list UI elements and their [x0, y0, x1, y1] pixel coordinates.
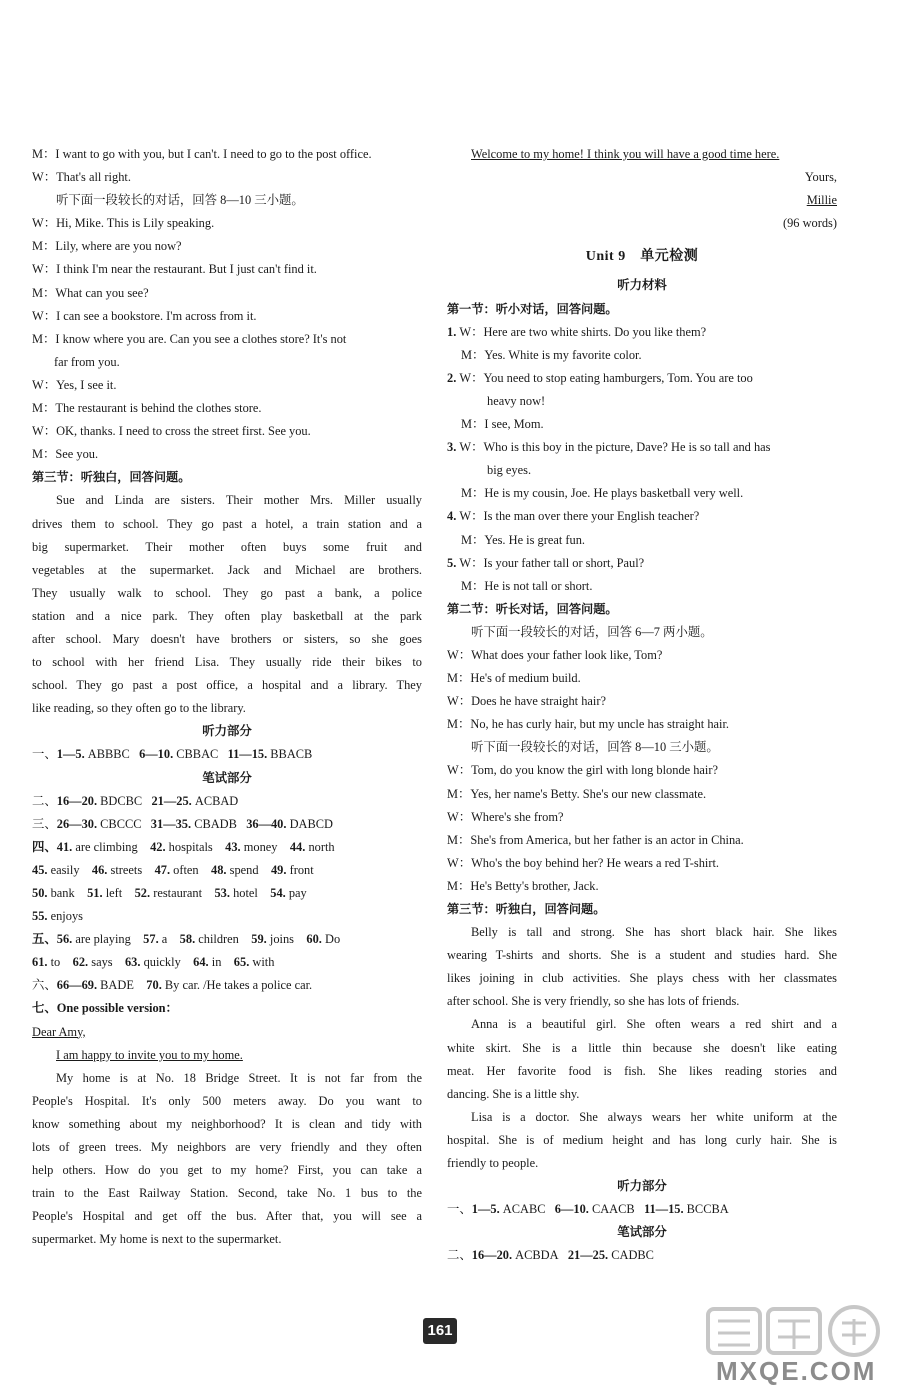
answer-num: 58.	[179, 932, 196, 947]
text-line: likes joining in club activities. She plays chess with her classmates	[447, 971, 837, 986]
dialogue-line: M：He's Betty's brother, Jack.	[447, 878, 599, 893]
answer-word: bank	[50, 886, 75, 900]
answer-num: 65.	[233, 955, 250, 970]
answer-num: 42.	[150, 839, 166, 854]
text-line: station and a nice park. They often play basketball at the park	[32, 608, 422, 623]
letter-paragraph	[32, 1067, 422, 1252]
answer-word: Do	[325, 932, 341, 947]
answer-value: DABCD	[289, 816, 333, 831]
answer-num: 57.	[143, 932, 159, 947]
answer-num: 47.	[154, 862, 171, 877]
answer-value: CBADB	[194, 816, 237, 831]
answer-num: 44.	[289, 839, 306, 854]
answer-word: money	[243, 839, 278, 854]
dialogue-text: W：Is the man over there your English teacher?	[459, 509, 700, 524]
dialogue-line	[32, 328, 422, 351]
answer-line	[32, 951, 422, 974]
answer-range: 6—10.	[139, 747, 174, 762]
answer-word: streets	[110, 862, 143, 877]
text-line: like reading, so they often go to the library.	[32, 701, 246, 716]
answer-value: By car. /He takes a police car.	[164, 978, 313, 993]
answer-word: children	[198, 932, 239, 947]
section-heading: 第三节：听独白，回答问题。	[32, 470, 191, 485]
question-line	[447, 367, 837, 390]
watermark-text: MXQE.COM	[716, 1356, 877, 1386]
section-heading: 第二节：听长对话，回答问题。	[447, 601, 618, 616]
answer-prefix: 一、	[32, 747, 57, 762]
dialogue-line: M：No, he has curly hair, but my uncle has straight hair.	[447, 717, 730, 732]
answer-num: 48.	[211, 862, 227, 877]
answer-value: ACBDA	[515, 1248, 559, 1263]
monologue-paragraph	[447, 1106, 837, 1175]
answer-num: 49.	[270, 862, 287, 877]
answer-word: hotel	[233, 886, 258, 900]
answer-num: 51.	[87, 886, 103, 900]
answer-word: pay	[288, 886, 307, 900]
answer-num: 61.	[32, 955, 48, 970]
text-line: after school. Mary doesn't have brothers or sisters, so she goes	[32, 631, 422, 646]
dialogue-line: M：Lily, where are you now?	[32, 239, 182, 254]
answer-value: CBBAC	[176, 747, 219, 762]
answer-range: 6—10.	[554, 1202, 589, 1217]
dialogue-line: W：I can see a bookstore. I'm across from it.	[32, 308, 257, 323]
dialogue-line: M：Yes. White is my favorite color.	[461, 347, 642, 362]
text-line: to school with her friend Lisa. They usually ride their bikes to	[32, 655, 422, 670]
dialogue-line: far from you.	[54, 354, 120, 369]
page-number: 161	[423, 1318, 457, 1344]
dialogue-text: W：Who is this boy in the picture, Dave? He is so tall and has	[459, 440, 771, 455]
word-count: (96 words)	[782, 216, 837, 231]
instruction-line: 听下面一段较长的对话，回答 6—7 两小题。	[471, 624, 713, 639]
answer-line	[32, 743, 422, 766]
answer-num: 五、56.	[32, 932, 73, 947]
question-number: 5.	[447, 555, 460, 570]
writing-version-heading: 七、One possible version：	[32, 1001, 178, 1016]
question-line	[447, 321, 837, 344]
letter-line	[447, 143, 837, 166]
listening-material-heading: 听力材料	[617, 278, 667, 293]
dialogue-line: M：The restaurant is behind the clothes store.	[32, 401, 262, 416]
letter-line	[32, 1044, 422, 1067]
dialogue-line: M：I see, Mom.	[461, 417, 544, 432]
answer-line	[32, 974, 422, 997]
answer-value: ACBAD	[194, 793, 239, 808]
dialogue-text: M：I know where you are.	[32, 331, 167, 346]
answer-word: easily	[50, 862, 80, 877]
answer-word: are climbing	[75, 839, 138, 854]
dialogue-line: W：Hi, Mike. This is Lily speaking.	[32, 216, 215, 231]
monologue-paragraph	[447, 921, 837, 1013]
text-line: Sue and Linda are sisters. Their mother Mrs. Miller usually	[56, 493, 422, 508]
dialogue-line: big eyes.	[487, 463, 532, 478]
answer-range: 36—40.	[246, 816, 287, 831]
answer-word: enjoys	[50, 909, 83, 924]
writing-part-heading: 笔试部分	[617, 1225, 667, 1240]
dialogue-line: M：Yes, her name's Betty. She's our new classmate.	[447, 786, 707, 801]
answer-line	[32, 928, 422, 951]
answer-num: 四、41.	[32, 839, 73, 854]
answer-value: BCCBA	[686, 1202, 729, 1217]
text-line: meat. Her favorite food is fish. She likes reading stories and	[447, 1063, 837, 1078]
answer-num: 60.	[306, 932, 322, 947]
dialogue-text: W：Here are two white shirts. Do you like them?	[459, 324, 707, 339]
answer-word: in	[211, 955, 222, 970]
answer-value: BDCBC	[100, 793, 143, 808]
answer-value: CADBC	[611, 1248, 654, 1263]
answer-range: 11—15.	[227, 747, 268, 762]
text-line: drives them to school. They go past a hotel, a train station and a	[32, 516, 422, 531]
answer-word: says	[91, 955, 113, 970]
answer-num: 52.	[134, 886, 151, 900]
text-line: vegetables at the supermarket. Jack and Michael are brothers.	[32, 562, 422, 577]
answer-range: 66—69.	[56, 978, 98, 993]
text-line: after school. She is very friendly, so she has lots of friends.	[447, 994, 740, 1009]
text-line: school. They go past a post office, a hospital and a library. They	[32, 678, 422, 693]
dialogue-line: M：He's of medium build.	[447, 671, 581, 686]
text-line: help others. How do you get to my home? First, you can take a	[32, 1163, 422, 1178]
invite-text: I am happy to invite you to my home.	[56, 1047, 243, 1062]
answer-value: ACABC	[502, 1202, 546, 1217]
answer-prefix: 二、	[32, 793, 57, 808]
answer-line	[32, 836, 422, 859]
answer-range: 1—5.	[56, 747, 85, 762]
letter-greeting	[32, 1021, 422, 1044]
dialogue-line: W：What does your father look like, Tom?	[447, 647, 663, 662]
answer-num: 50.	[32, 886, 48, 900]
answer-range: 16—20.	[471, 1248, 513, 1263]
signature-text: Millie	[806, 193, 837, 208]
answer-prefix: 一、	[447, 1202, 472, 1217]
answer-num: 59.	[251, 932, 267, 947]
text-line: train to the East Railway Station. Second, take No. 1 bus to the	[32, 1186, 422, 1201]
text-line: hospital. She is of medium height and has long curly hair. She is	[447, 1132, 837, 1147]
answer-line	[32, 882, 422, 905]
text-line: Belly is tall and strong. She has short black hair. She likes	[471, 925, 837, 940]
answer-num: 63.	[124, 955, 141, 970]
instruction-line: 听下面一段较长的对话，回答 8—10 三小题。	[471, 740, 719, 755]
answer-value: BADE	[100, 978, 134, 993]
dialogue-line: M：Yes. He is great fun.	[461, 532, 586, 547]
answer-num: 43.	[225, 839, 241, 854]
text-line: People's Hospital. It's only 500 meters away. Do you want to	[32, 1093, 422, 1108]
dialogue-line: W：OK, thanks. I need to cross the street first. See you.	[32, 424, 311, 439]
answer-range: 1—5.	[471, 1202, 500, 1217]
text-line: friendly to people.	[447, 1156, 539, 1171]
answer-num: 62.	[72, 955, 89, 970]
question-line	[447, 505, 837, 528]
text-line: wearing T-shirts and shorts. She is a student and studies hard. She	[447, 948, 837, 963]
answer-num: 53.	[214, 886, 230, 900]
answer-word: joins	[269, 932, 294, 947]
answer-prefix: 三、	[32, 816, 57, 831]
answer-line	[447, 1244, 837, 1267]
listening-part-heading: 听力部分	[617, 1179, 667, 1194]
answer-prefix: 六、	[32, 978, 57, 993]
answer-word: hospitals	[168, 839, 213, 854]
answer-word: a	[161, 932, 168, 947]
dialogue-line: M：I want to go with you, but I can't. I need to go to the post office.	[32, 147, 372, 161]
answer-num: 64.	[193, 955, 209, 970]
text-line: dancing. She is a little shy.	[447, 1086, 580, 1101]
dialogue-line: W：Who's the boy behind her? He wears a red T-shirt.	[447, 855, 719, 870]
dialogue-text-rest: Can you see a clothes store? It's not	[169, 331, 347, 346]
question-number: 1.	[447, 324, 460, 339]
dialogue-line: W：I think I'm near the restaurant. But I just can't find it.	[32, 262, 317, 277]
answer-word: front	[289, 862, 314, 877]
dialogue-line: M：See you.	[32, 447, 99, 462]
answer-word: with	[252, 955, 275, 970]
letter-signature	[447, 189, 837, 212]
answer-line	[32, 905, 422, 928]
dialogue-line: M：She's from America, but her father is an actor in China.	[447, 832, 744, 847]
answer-line	[32, 859, 422, 882]
text-line: Anna is a beautiful girl. She often wears a red shirt and a	[471, 1017, 837, 1032]
writing-part-heading: 笔试部分	[202, 770, 252, 785]
answer-line	[447, 1198, 837, 1221]
answer-value: CAACB	[591, 1202, 635, 1217]
answer-value: CBCCC	[100, 816, 142, 831]
answer-line	[32, 790, 422, 813]
dialogue-line: M：He is my cousin, Joe. He plays basketball very well.	[461, 486, 744, 501]
answer-word: to	[50, 955, 61, 970]
answer-word: north	[308, 839, 335, 854]
answer-word: are playing	[75, 932, 131, 947]
text-line: white skirt. She is a little thin because she doesn't like eating	[447, 1040, 837, 1055]
dialogue-line: W：Does he have straight hair?	[447, 694, 606, 709]
answer-range: 16—20.	[56, 793, 98, 808]
text-line: People's Hospital and get off the bus. After that, you will see a	[32, 1209, 422, 1224]
greeting-text: Dear Amy,	[32, 1024, 86, 1039]
text-line: They usually walk to school. They go past a bank, a police	[32, 585, 422, 600]
welcome-text: Welcome to my home! I think you will have a good time here.	[471, 147, 780, 161]
right-column	[447, 143, 837, 1268]
monologue-paragraph	[447, 1013, 837, 1105]
answer-num: 55.	[32, 909, 48, 924]
listening-part-heading: 听力部分	[202, 724, 252, 739]
answer-line	[32, 813, 422, 836]
instruction-line: 听下面一段较长的对话，回答 8—10 三小题。	[56, 193, 304, 208]
answer-num: 46.	[91, 862, 108, 877]
answer-range: 21—25.	[567, 1248, 609, 1263]
answer-word: quickly	[143, 955, 181, 970]
answer-num: 45.	[32, 862, 48, 877]
text-line: know something about my neighborhood? It is clean and tidy with	[32, 1116, 422, 1131]
answer-word: often	[173, 862, 199, 877]
letter-closing: Yours,	[804, 170, 837, 185]
answer-range: 26—30.	[56, 816, 98, 831]
answer-range: 70.	[146, 978, 162, 993]
unit-title: Unit 9 单元检测	[585, 249, 699, 265]
question-number: 2.	[447, 370, 460, 385]
answer-word: left	[105, 886, 123, 900]
dialogue-line: W：Yes, I see it.	[32, 377, 117, 392]
section-heading: 第三节：听独白，回答问题。	[447, 902, 606, 916]
question-line	[447, 436, 837, 459]
dialogue-line: W：That's all right.	[32, 170, 131, 185]
answer-range: 31—35.	[150, 816, 192, 831]
section-heading: 第一节：听小对话，回答问题。	[447, 301, 618, 316]
text-line: lots of green trees. My neighbors are very friendly and they often	[32, 1140, 422, 1155]
dialogue-line: M：What can you see?	[32, 285, 149, 300]
text-line: My home is at No. 18 Bridge Street. It is not far from the	[56, 1070, 422, 1085]
answer-num: 54.	[270, 886, 286, 900]
question-number: 4.	[447, 509, 460, 524]
left-column	[32, 143, 422, 1252]
answer-prefix: 二、	[447, 1248, 472, 1263]
dialogue-line: heavy now!	[487, 393, 546, 408]
answer-value: BBACB	[270, 747, 313, 762]
dialogue-line: M：He is not tall or short.	[461, 578, 593, 593]
answer-range: 21—25.	[151, 793, 192, 808]
answer-value: ABBBC	[87, 747, 130, 762]
monologue-paragraph	[32, 489, 422, 720]
dialogue-line: W：Tom, do you know the girl with long blonde hair?	[447, 763, 718, 778]
answer-word: restaurant	[153, 886, 203, 900]
answer-word: spend	[229, 862, 259, 877]
text-line: big supermarket. Their mother often buys some fruit and	[32, 539, 422, 554]
question-line	[447, 552, 837, 575]
dialogue-line: W：Where's she from?	[447, 809, 564, 824]
dialogue-text: W：Is your father tall or short, Paul?	[459, 555, 645, 570]
answer-range: 11—15.	[643, 1202, 684, 1217]
text-line: Lisa is a doctor. She always wears her white uniform at the	[471, 1109, 837, 1124]
dialogue-text: W：You need to stop eating hamburgers, Tom. You are too	[459, 370, 753, 385]
text-line: supermarket. My home is next to the supermarket.	[32, 1232, 282, 1247]
question-number: 3.	[447, 440, 460, 455]
